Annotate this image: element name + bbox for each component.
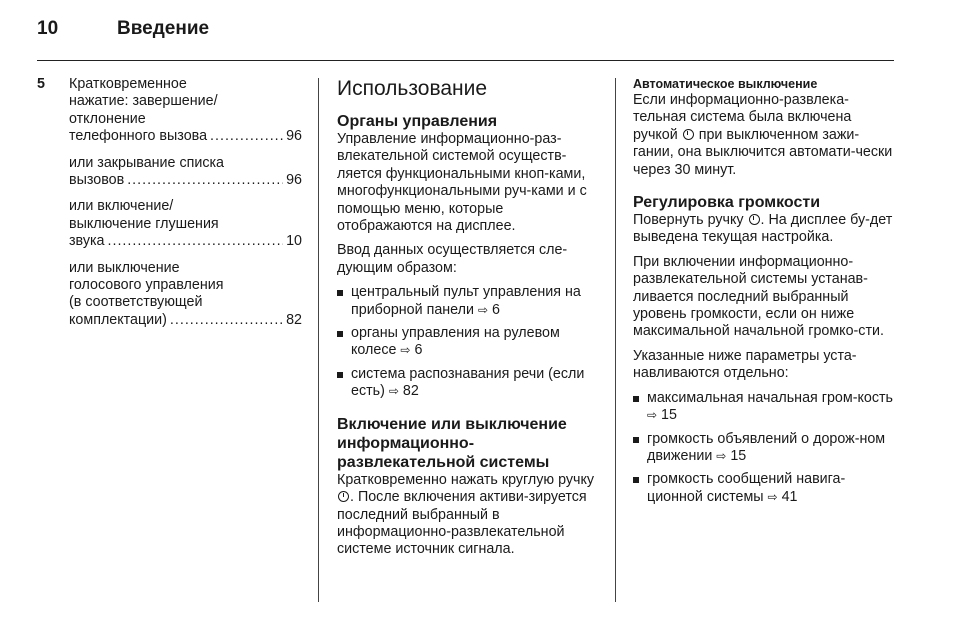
- power-text-before: Кратковременно нажать круглую ручку: [337, 471, 595, 488]
- toc-entry-text: или включение/: [69, 198, 174, 215]
- bullet-square-icon: [337, 331, 343, 337]
- toc-entry-last-line: [69, 312, 302, 329]
- bullet-square-icon: [337, 372, 343, 378]
- list-item-text: органы управления на рулевом колесе: [351, 325, 560, 359]
- page-reference-arrow-icon: ⇨: [477, 302, 489, 317]
- right-column: [633, 76, 895, 512]
- bullet-square-icon: [633, 396, 639, 402]
- toc-page-number: 96: [286, 128, 302, 145]
- toc-page-number: 96: [286, 172, 302, 189]
- column-divider-left: [318, 78, 319, 602]
- toc-entry-text: (в соответствующей: [69, 294, 203, 311]
- page-reference-arrow-icon: ⇨: [388, 384, 399, 399]
- page-reference[interactable]: 15: [657, 407, 677, 424]
- toc-entry-text: голосового управления: [69, 277, 224, 294]
- bullet-square-icon: [633, 477, 639, 483]
- toc-leader-dots: [108, 233, 284, 250]
- toc-entry-text: выключение глушения: [69, 215, 219, 232]
- toc-entry: [37, 155, 302, 190]
- page-reference[interactable]: 6: [488, 301, 500, 318]
- page-reference-arrow-icon: ⇨: [767, 489, 778, 504]
- list-item-text: громкость сообщений навига-ционной системы: [647, 471, 846, 505]
- list-item: [633, 390, 895, 425]
- toc-entry-text: вызовов: [69, 172, 125, 189]
- power-knob-icon: [683, 129, 694, 140]
- page-reference[interactable]: 6: [410, 342, 423, 359]
- power-paragraph: [337, 472, 599, 559]
- toc-entry: [37, 260, 302, 330]
- volume-text-after: . На дисплее бу-дет выведена текущая настройка.: [633, 212, 893, 246]
- volume-list: [633, 390, 895, 506]
- page-heading: Использование: [337, 77, 488, 100]
- toc-entry-text: или закрывание списка: [69, 154, 225, 171]
- toc-entry-text: или выключение: [69, 259, 180, 276]
- page-reference-arrow-icon: ⇨: [647, 408, 658, 423]
- page-reference-arrow-icon: ⇨: [400, 343, 411, 358]
- list-item-text: громкость объявлений о дорож-ном движении: [647, 430, 886, 464]
- toc-leader-dots: [210, 128, 283, 145]
- toc-item-number: 5: [37, 76, 45, 92]
- toc-entry-last-line: [69, 172, 302, 189]
- toc-entry-text: нажатие: завершение/: [69, 93, 218, 110]
- page-reference-arrow-icon: ⇨: [716, 448, 727, 463]
- list-item: [633, 471, 895, 506]
- volume-heading: Регулировка громкости: [633, 194, 821, 212]
- list-item-text: центральный пульт управления на приборной панели: [351, 284, 581, 318]
- bullet-square-icon: [337, 290, 343, 296]
- page-reference[interactable]: 82: [398, 383, 419, 400]
- middle-column: [337, 76, 599, 566]
- controls-paragraph-2: Ввод данных осуществляется сле-дующим образом:: [337, 242, 568, 276]
- bullet-square-icon: [633, 437, 639, 443]
- page-number: 10: [37, 18, 59, 39]
- power-heading: Включение или выключение информационно-развлекательной системы: [337, 415, 567, 471]
- list-item: [337, 366, 599, 401]
- toc-entry-text: звука: [69, 233, 105, 250]
- page-reference[interactable]: 41: [777, 488, 798, 505]
- controls-heading: Органы управления: [337, 113, 498, 130]
- toc-page-number: 10: [286, 233, 302, 250]
- controls-paragraph-1: Управление информационно-раз-влекательной системой осуществ-ляется функциональными кноп-ками, многофункциональными руч-ками и с помощью меню, которые отображаются на дисплее.: [337, 131, 587, 235]
- volume-paragraph-3: Указанные ниже параметры уста-навливаются отдельно:: [633, 347, 857, 382]
- list-item: [633, 431, 895, 466]
- controls-list: [337, 284, 599, 400]
- list-item-text: максимальная начальная гром-кость: [647, 389, 893, 406]
- column-divider-right: [615, 78, 616, 602]
- list-item: [337, 325, 599, 360]
- toc-entry-text: Кратковременное: [69, 76, 187, 92]
- auto-off-heading: Автоматическое выключение: [633, 77, 818, 91]
- volume-text-before: Повернуть ручку: [633, 212, 744, 229]
- volume-knob-icon: [749, 214, 760, 225]
- header-rule: [37, 60, 894, 61]
- toc-entry-text: телефонного вызова: [69, 128, 208, 145]
- auto-off-paragraph: [633, 92, 895, 179]
- toc-entry-text: отклонение: [69, 110, 146, 127]
- section-title: Введение: [117, 18, 210, 39]
- toc-entry: [37, 76, 302, 146]
- toc-column: [37, 76, 302, 338]
- auto-off-text-before: Если информационно-развлека-тельная система была включена ручкой: [633, 92, 852, 143]
- toc-page-number: 82: [286, 311, 302, 328]
- toc-leader-dots: [170, 312, 283, 329]
- toc-entry: [37, 198, 302, 250]
- volume-paragraph-1: [633, 212, 895, 247]
- toc-list: [37, 76, 302, 329]
- auto-off-text-after: при выключенном зажи-гании, она выключится автомати-чески через 30 минут.: [633, 126, 893, 178]
- power-knob-icon: [338, 491, 349, 502]
- volume-paragraph-2: При включении информационно-развлекательной системы устанав-ливается последний выбранный уровень громкости, если он ниже максимальной начальной громко-сти.: [633, 253, 884, 340]
- list-item-text: система распознавания речи (если есть): [351, 365, 585, 400]
- toc-entry-text: комплектации): [69, 311, 167, 328]
- toc-leader-dots: [127, 172, 283, 189]
- toc-entry-last-line: [69, 233, 302, 250]
- list-item: [337, 284, 599, 319]
- power-text-after: . После включения активи-зируется последний выбранный в информационно-развлекательной системе источник сигнала.: [337, 489, 587, 558]
- toc-entry-last-line: [69, 128, 302, 145]
- page-reference[interactable]: 15: [726, 447, 747, 464]
